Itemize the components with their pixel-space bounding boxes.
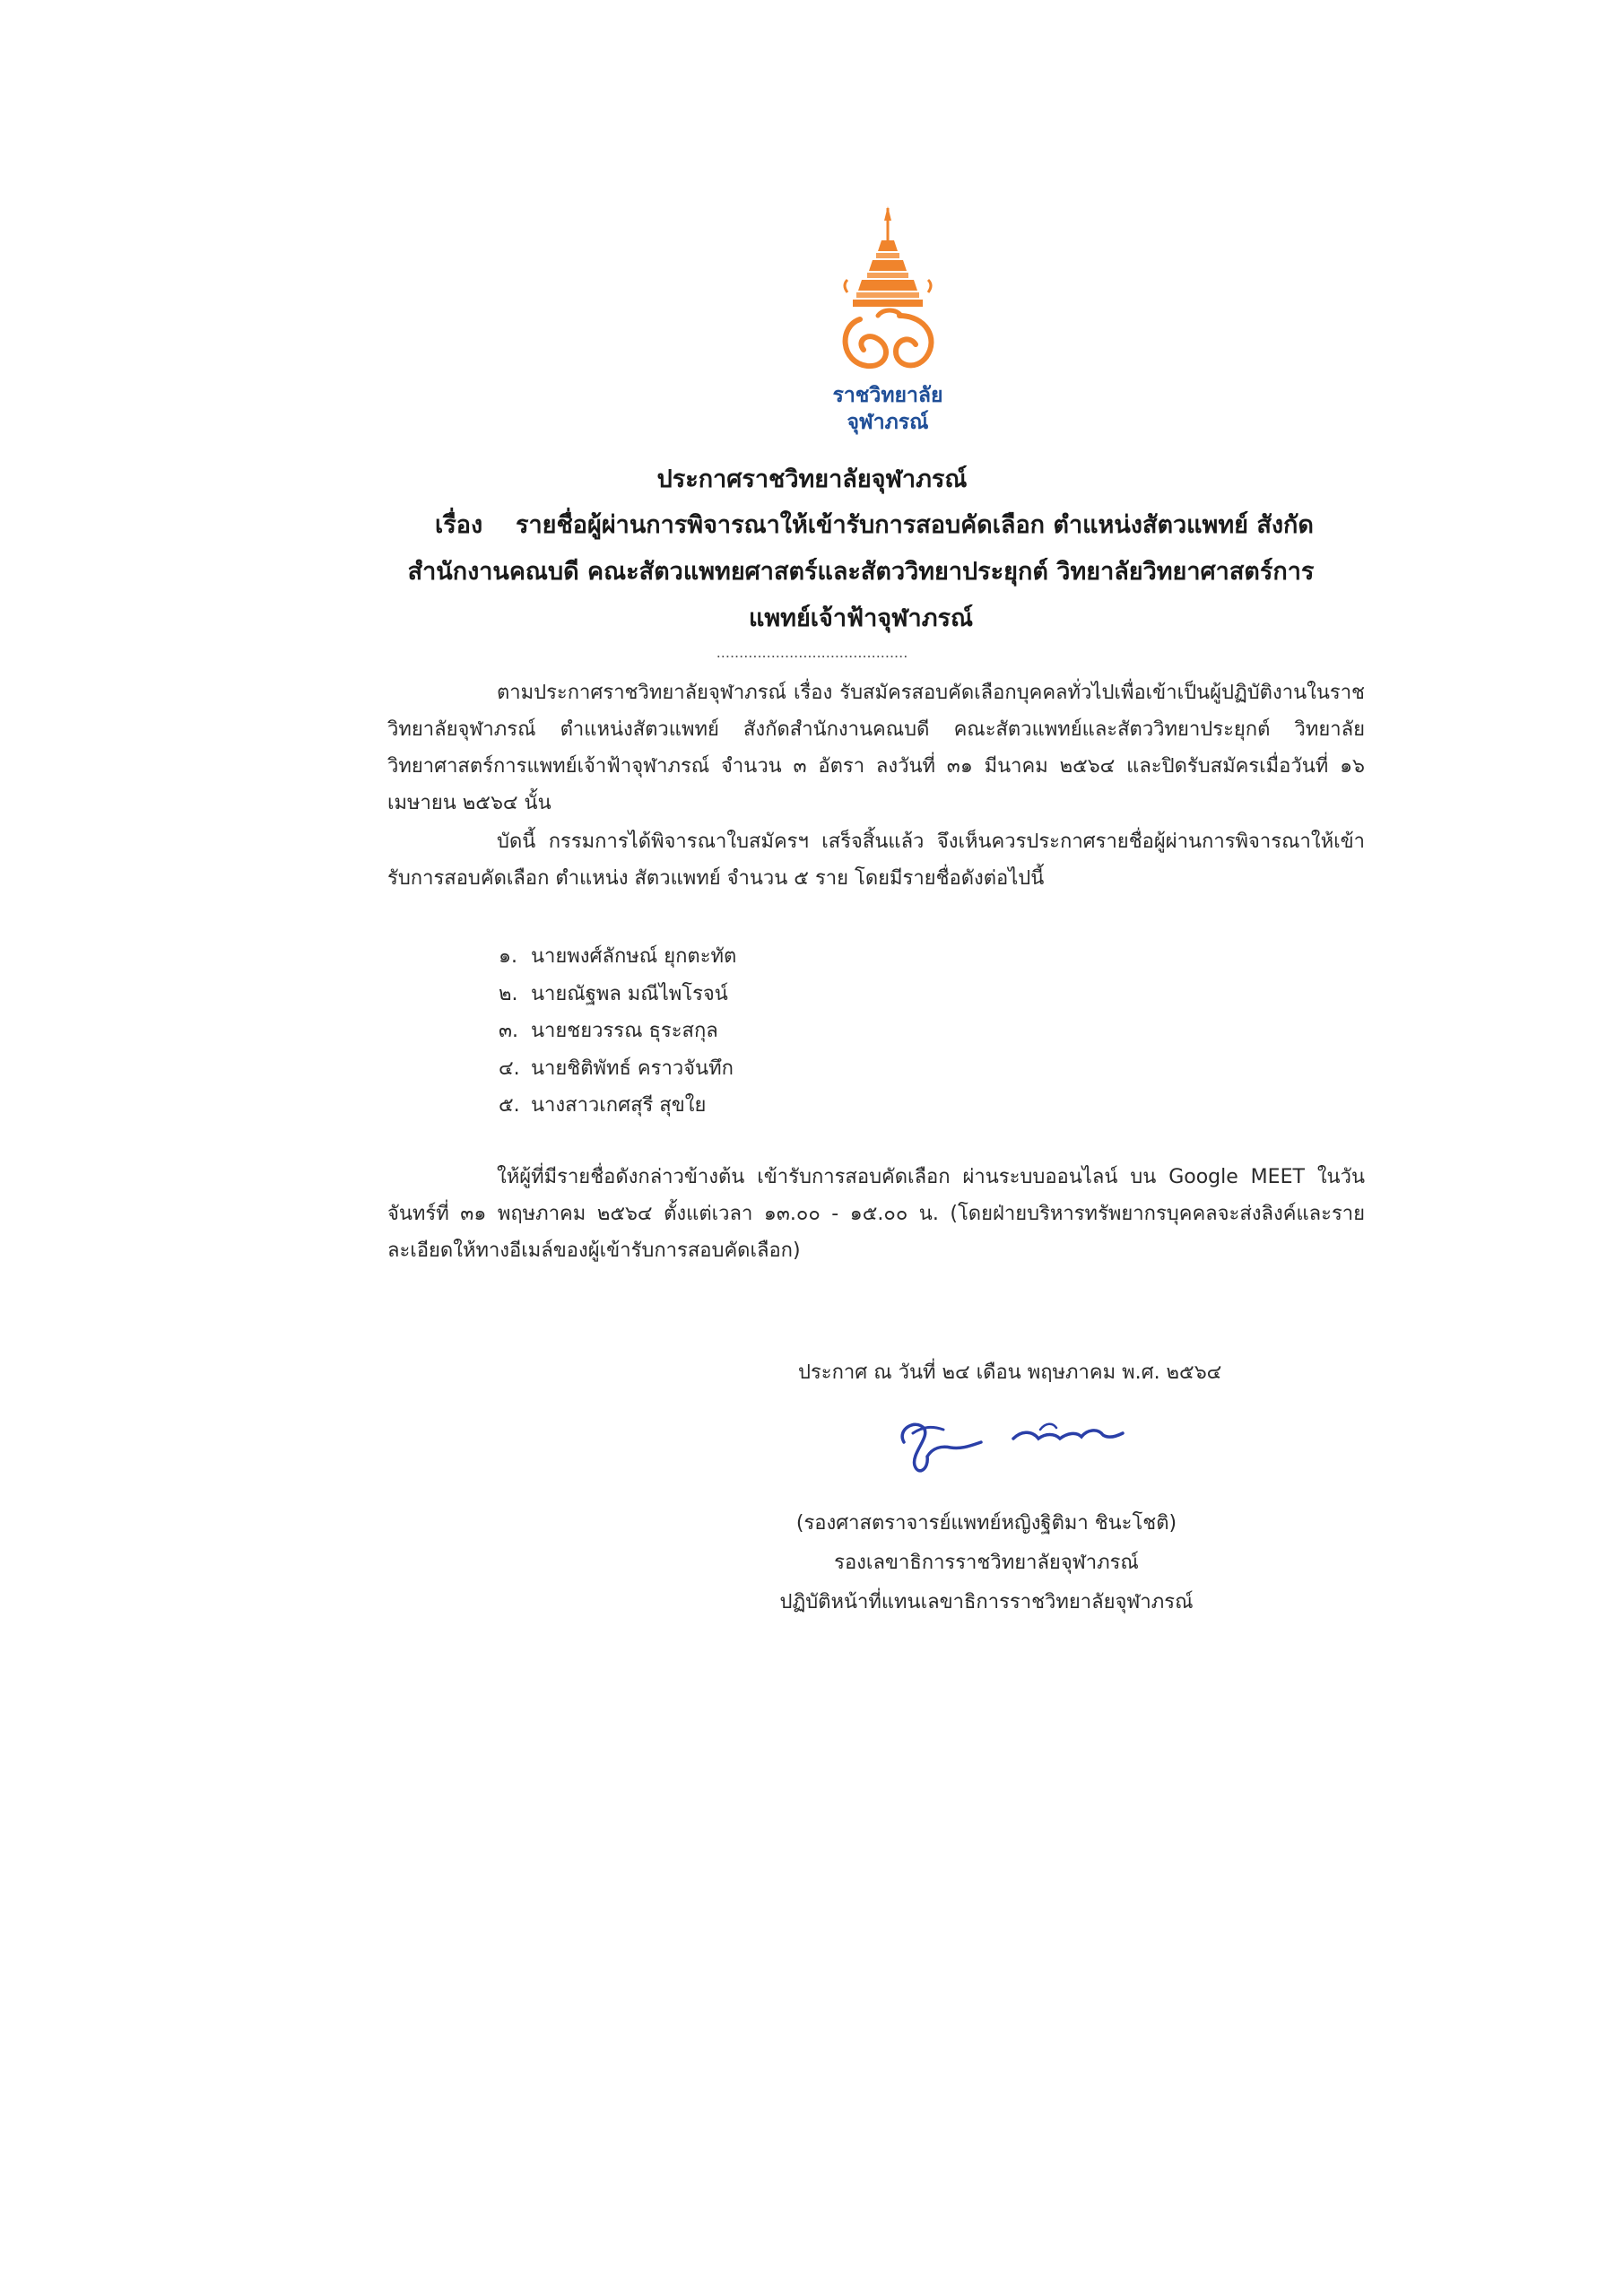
logo-text-line1: ราชวิทยาลัย	[832, 384, 943, 407]
signatory-position: รองเลขาธิการราชวิทยาลัยจุฬาภรณ์	[834, 1552, 1139, 1574]
candidate-number: ๕.	[499, 1094, 520, 1117]
list-item	[499, 1087, 736, 1125]
subject-label: เรื่อง	[435, 511, 483, 539]
announcement-date: ประกาศ ณ วันที่ ๒๔ เดือน พฤษภาคม พ.ศ. ๒๕๖๔	[798, 1361, 1222, 1384]
candidate-number: ๑.	[499, 945, 517, 968]
candidate-name: นายณัฐพล มณีไพโรจน์	[531, 982, 728, 1005]
handwritten-signature	[888, 1406, 1139, 1491]
subject-line2: สำนักงานคณบดี คณะสัตวแพทยศาสตร์และสัตววิทยาประยุกต์ วิทยาลัยวิทยาศาสตร์การ	[407, 558, 1315, 586]
paragraph-exam-details: ให้ผู้ที่มีรายชื่อดังกล่าวข้างต้น เข้ารับการสอบคัดเลือก ผ่านระบบออนไลน์ บน Google MEET ในวันจันทร์ที่ ๓๑ พฤษภาคม ๒๕๖๔ ตั้งแต่เวลา ๑๓.๐๐ - ๑๕.๐๐ น. (โดยฝ่ายบริหารทรัพยากรบุคคลจะส่งลิงค์และรายละเอียดให้ทางอีเมล์ของผู้เข้ารับการสอบคัดเลือก)	[387, 1166, 1365, 1262]
college-logo	[821, 204, 955, 438]
candidate-name: นางสาวเกศสุรี สุขใย	[531, 1094, 707, 1117]
candidate-list	[499, 938, 736, 1125]
paragraph-intro: ตามประกาศราชวิทยาลัยจุฬาภรณ์ เรื่อง รับสมัครสอบคัดเลือกบุคคลทั่วไปเพื่อเข้าเป็นผู้ปฏิบัติงานในราชวิทยาลัยจุฬาภรณ์ ตำแหน่งสัตวแพทย์ สังกัดสำนักงานคณบดี คณะสัตวแพทย์และสัตววิทยาประยุกต์ วิทยาลัยวิทยาศาสตร์การแพทย์เจ้าฟ้าจุฬาภรณ์ จำนวน ๓ อัตรา ลงวันที่ ๓๑ มีนาคม ๒๕๖๔ และปิดรับสมัครเมื่อวันที่ ๑๖ เมษายน ๒๕๖๔ นั้น	[387, 682, 1365, 814]
chulabhorn-crown-emblem-icon	[821, 204, 955, 384]
announcement-title: ประกาศราชวิทยาลัยจุฬาภรณ์	[656, 465, 968, 493]
divider-dots: ..........................................	[716, 644, 908, 661]
candidate-number: ๒.	[499, 982, 518, 1005]
list-item	[499, 976, 736, 1013]
candidate-number: ๔.	[499, 1057, 520, 1080]
candidate-number: ๓.	[499, 1020, 519, 1042]
subject-line3: แพทย์เจ้าฟ้าจุฬาภรณ์	[748, 604, 974, 632]
paragraph-consideration: บัดนี้ กรรมการได้พิจารณาใบสมัครฯ เสร็จสิ้นแล้ว จึงเห็นควรประกาศรายชื่อผู้ผ่านการพิจารณาให้เข้ารับการสอบคัดเลือก ตำแหน่ง สัตวแพทย์ จำนวน ๕ ราย โดยมีรายชื่อดังต่อไปนี้	[387, 831, 1365, 890]
signatory-acting-position: ปฏิบัติหน้าที่แทนเลขาธิการราชวิทยาลัยจุฬาภรณ์	[779, 1591, 1194, 1613]
list-item	[499, 938, 736, 976]
list-item	[499, 1050, 736, 1088]
logo-text-line2: จุฬาภรณ์	[847, 411, 929, 434]
list-item	[499, 1013, 736, 1050]
candidate-name: นายชยวรรณ ธุระสกุล	[531, 1020, 718, 1042]
candidate-name: นายชิติพัทธ์ คราวจันทึก	[531, 1057, 734, 1080]
candidate-name: นายพงศ์ลักษณ์ ยุกตะทัต	[531, 945, 737, 968]
signatory-name: (รองศาสตราจารย์แพทย์หญิงฐิติมา ชินะโชติ)	[795, 1512, 1177, 1535]
subject-line1: รายชื่อผู้ผ่านการพิจารณาให้เข้ารับการสอบคัดเลือก ตำแหน่งสัตวแพทย์ สังกัด	[516, 511, 1314, 539]
signature-icon	[888, 1406, 1139, 1487]
